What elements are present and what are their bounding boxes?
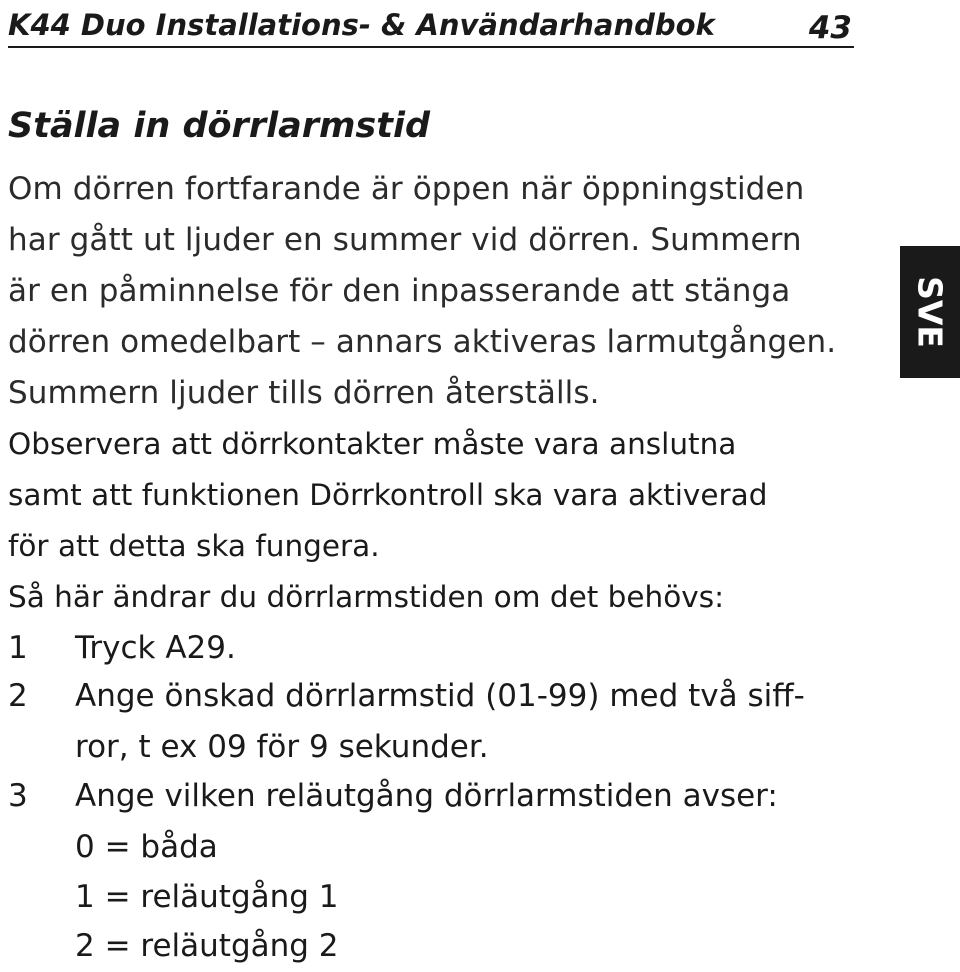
section-heading: Ställa in dörrlarmstid bbox=[8, 106, 431, 146]
paragraph-line: dörren omedelbart – annars aktiveras larmutgången. bbox=[8, 324, 837, 360]
step-line: 0 = båda bbox=[75, 829, 218, 865]
note-paragraph bbox=[8, 419, 767, 623]
step-number: 2 bbox=[8, 678, 28, 714]
step-number: 1 bbox=[8, 630, 28, 666]
manual-title: K44 Duo Installations- & Användarhandbok bbox=[8, 8, 715, 42]
step-line: 2 = reläutgång 2 bbox=[75, 928, 339, 964]
page-header bbox=[8, 4, 854, 48]
step-line: ror, t ex 09 för 9 sekunder. bbox=[75, 729, 489, 765]
paragraph-line: är en påminnelse för den inpasserande att stänga bbox=[8, 273, 791, 309]
paragraph-line: Så här ändrar du dörrlarmstiden om det behövs: bbox=[8, 580, 725, 614]
language-label: SVE bbox=[910, 276, 950, 348]
page-number: 43 bbox=[808, 10, 852, 46]
paragraph-line: Observera att dörrkontakter måste vara anslutna bbox=[8, 427, 737, 461]
language-tab bbox=[900, 246, 960, 378]
paragraph-line: samt att funktionen Dörrkontroll ska vara aktiverad bbox=[8, 478, 768, 512]
paragraph-line: för att detta ska fungera. bbox=[8, 529, 380, 563]
step-line: Tryck A29. bbox=[75, 630, 236, 666]
paragraph-line: Om dörren fortfarande är öppen när öppningstiden bbox=[8, 171, 805, 207]
paragraph-line: Summern ljuder tills dörren återställs. bbox=[8, 375, 600, 411]
step-line: Ange vilken reläutgång dörrlarmstiden avser: bbox=[75, 778, 778, 814]
step-number: 3 bbox=[8, 778, 28, 814]
step-line: Ange önskad dörrlarmstid (01-99) med två siff- bbox=[75, 678, 805, 714]
step-line: 1 = reläutgång 1 bbox=[75, 879, 339, 915]
intro-paragraph bbox=[8, 164, 836, 419]
paragraph-line: har gått ut ljuder en summer vid dörren. Summern bbox=[8, 222, 802, 258]
